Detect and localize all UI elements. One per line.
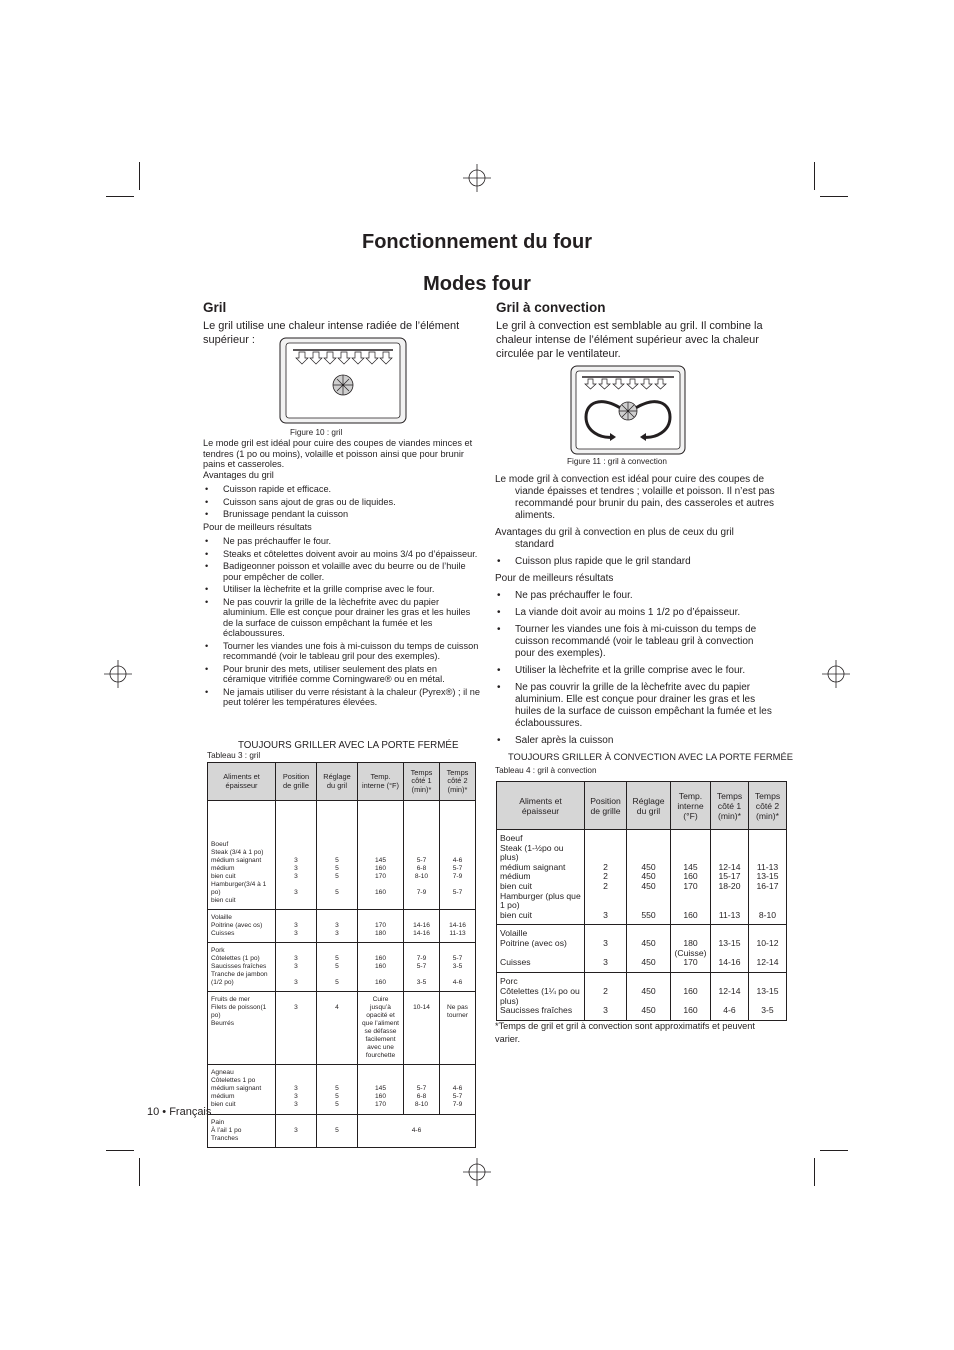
list-item: • Utiliser la lèchefrite et la grille comprise avec le four.: [203, 584, 481, 595]
convection-tips-label: Pour de meilleurs résultats: [495, 573, 614, 584]
gril-figure-caption: Figure 10 : gril: [290, 428, 343, 437]
registration-mark-icon: [463, 1158, 491, 1186]
table-cell: Cuire jusqu’à opacité et que l’aliment se défasse facilement avec une fourchette: [358, 992, 404, 1065]
table-cell: 3 3 3: [276, 1065, 317, 1115]
convection-tips-list: [495, 590, 775, 747]
table-header-cell: Temps côté 2 (min)*: [440, 763, 476, 801]
registration-mark-icon: [822, 660, 850, 688]
list-item: • Cuisson plus rapide que le gril standard: [495, 556, 775, 568]
list-item: • La viande doit avoir au moins 1 1/2 po d’épaisseur.: [495, 607, 775, 619]
gril-advantages-label: Avantages du gril: [203, 469, 274, 480]
list-item: • Brunissage pendant la cuisson: [203, 509, 481, 520]
table-cell: Porc Côtelettes (1¼ po ou plus) Saucisses fraîches: [497, 973, 585, 1020]
table-cell: 3: [276, 1115, 317, 1148]
gril-table: [207, 762, 476, 1148]
table-cell: 3 3: [317, 910, 358, 943]
gril-table-caption: Tableau 3 : gril: [207, 751, 261, 760]
list-item: • Utiliser la lèchefrite et la grille comprise avec le four.: [495, 665, 775, 677]
table-cell: Pork Côtelettes (1 po) Saucisses fraîches Tranche de jambon (1/2 po): [208, 943, 276, 992]
convection-footnote: *Temps de gril et gril à convection sont approximatifs et peuvent varier.: [495, 1021, 755, 1044]
table-cell: 12-14 15-17 18-20 11-13: [711, 830, 749, 925]
gril-tips-list: [203, 536, 481, 708]
table-cell: 5-7 6-8 8-10 7-9: [404, 801, 440, 910]
convection-body: [495, 474, 775, 752]
table-cell: 14-16 11-13: [440, 910, 476, 943]
crop-mark: [814, 1158, 815, 1186]
table-row: [208, 992, 476, 1065]
table-cell: 450 450: [627, 925, 671, 973]
table-header-cell: Temps côté 2 (min)*: [749, 782, 787, 830]
crop-mark: [106, 196, 134, 197]
list-item: • Cuisson rapide et efficace.: [203, 484, 481, 495]
table-row: [208, 910, 476, 943]
convection-table: [496, 781, 787, 1021]
table-cell: 5 5 5: [317, 1065, 358, 1115]
registration-mark-icon: [463, 164, 491, 192]
crop-mark: [139, 1158, 140, 1186]
convection-advantages-list: [495, 556, 775, 568]
table-header-cell: Réglage du gril: [627, 782, 671, 830]
table-header-cell: Temps côté 1 (min)*: [404, 763, 440, 801]
table-cell: 5 5 5: [317, 943, 358, 992]
gril-description: Le mode gril est idéal pour cuire des coupes de viandes minces et tendres (1 po ou moins), volaille et poisson ainsi que pour brunir pains et casseroles.: [203, 438, 473, 469]
table-cell: 3 3: [276, 910, 317, 943]
table-cell: Fruits de mer Filets de poisson(1 po) Beurrés: [208, 992, 276, 1065]
table-cell: Boeuf Steak (1-½po ou plus) médium saignant médium bien cuit Hamburger (plus que 1 po) bien cuit: [497, 830, 585, 925]
list-item: • Cuisson sans ajout de gras ou de liquides.: [203, 497, 481, 508]
page-footer: 10 • Français: [147, 1106, 212, 1118]
table-header-cell: Temp. interne (°F): [671, 782, 711, 830]
list-item: • Saler après la cuisson: [495, 735, 775, 747]
table-cell: 10-14: [404, 992, 440, 1065]
convection-advantages-label: Avantages du gril à convection en plus de ceux du gril standard: [495, 527, 734, 550]
table-row: [497, 830, 787, 925]
list-item: • Pour brunir des mets, utiliser seulement des plats en céramique vitrifiée comme Corningware® ou en métal.: [203, 664, 481, 685]
table-cell: 450 450: [627, 973, 671, 1020]
gril-tips-label: Pour de meilleurs résultats: [203, 521, 312, 532]
crop-mark: [106, 1150, 134, 1151]
gril-table-note: TOUJOURS GRILLER AVEC LA PORTE FERMÉE: [238, 740, 459, 751]
table-cell: 5-7 3-5 4-6: [440, 943, 476, 992]
table-cell: Volaille Poitrine (avec os) Cuisses: [497, 925, 585, 973]
table-cell: Boeuf Steak (3/4 à 1 po) médium saignant médium bien cuit Hamburger(3/4 à 1 po) bien cuit: [208, 801, 276, 910]
table-cell: 4-6 5-7 7-9: [440, 1065, 476, 1115]
table-header-cell: Aliments et épaisseur: [208, 763, 276, 801]
table-header-cell: Temp. interne (°F): [358, 763, 404, 801]
table-header-row: [208, 763, 476, 801]
crop-mark: [139, 162, 140, 190]
table-cell: Agneau Côtelettes 1 po médium saignant médium bien cuit: [208, 1065, 276, 1115]
table-cell: 145 160 170 160: [671, 830, 711, 925]
convection-figure-caption: Figure 11 : gril à convection: [567, 457, 667, 466]
table-cell: 3: [276, 992, 317, 1065]
table-cell: 13-15 14-16: [711, 925, 749, 973]
gril-body: [203, 438, 481, 710]
table-cell: 11-13 13-15 16-17 8-10: [749, 830, 787, 925]
gril-intro: Le gril utilise une chaleur intense radiée de l’élément supérieur :: [203, 320, 460, 346]
list-item: • Badigeonner poisson et volaille avec du beurre ou de l’huile pour empêcher de coller.: [203, 561, 481, 582]
table-cell: 2 2 2 3: [585, 830, 627, 925]
table-cell: 3 3: [585, 925, 627, 973]
table-header-cell: Position de grille: [585, 782, 627, 830]
convection-column: [496, 300, 780, 361]
list-item: • Ne pas couvrir la grille de la lèchefrite avec du papier aluminium. Elle est conçue pour drainer les gras et les huiles de la surface de cuisson empêchant la fumée et les éclaboussures.: [203, 597, 481, 639]
list-item: • Ne pas préchauffer le four.: [203, 536, 481, 547]
list-item: • Tourner les viandes une fois à mi-cuisson du temps de cuisson recommandé (voir le tableau gril à convection pour des exemples).: [495, 624, 775, 660]
table-cell: 450 450 450 550: [627, 830, 671, 925]
registration-mark-icon: [104, 660, 132, 688]
table-cell: 180 (Cuisse) 170: [671, 925, 711, 973]
table-cell: 145 160 170: [358, 1065, 404, 1115]
table-cell: 14-16 14-16: [404, 910, 440, 943]
table-cell: 145 160 170 160: [358, 801, 404, 910]
table-row: [208, 1065, 476, 1115]
convection-broil-figure: [570, 365, 686, 455]
crop-mark: [820, 196, 848, 197]
list-item: • Steaks et côtelettes doivent avoir au moins 3/4 po d’épaisseur.: [203, 549, 481, 560]
table-cell: 160 160: [671, 973, 711, 1020]
table-cell: 13-15 3-5: [749, 973, 787, 1020]
table-cell: 4: [317, 992, 358, 1065]
table-cell: 3 3 3 3: [276, 801, 317, 910]
table-cell: 3 3 3: [276, 943, 317, 992]
table-header-cell: Réglage du gril: [317, 763, 358, 801]
oven-broil-figure: [279, 337, 407, 424]
table-header-row: [497, 782, 787, 830]
table-cell: 160 160 160: [358, 943, 404, 992]
list-item: • Tourner les viandes une fois à mi-cuisson du temps de cuisson recommandé (voir le tableau gril pour des exemples).: [203, 641, 481, 662]
table-cell: Ne pas tourner: [440, 992, 476, 1065]
table-header-cell: Position de grille: [276, 763, 317, 801]
table-header-cell: Aliments et épaisseur: [497, 782, 585, 830]
table-cell: 10-12 12-14: [749, 925, 787, 973]
table-row: [497, 973, 787, 1020]
table-cell: 5 5 5 5: [317, 801, 358, 910]
subsection-title: Modes four: [423, 273, 531, 295]
list-item: • Ne jamais utiliser du verre résistant à la chaleur (Pyrex®) ; il ne peut tolérer les températures élevées.: [203, 687, 481, 708]
table-cell: 170 180: [358, 910, 404, 943]
table-row: [208, 801, 476, 910]
convection-table-note: TOUJOURS GRILLER À CONVECTION AVEC LA PORTE FERMÉE: [508, 751, 793, 762]
table-cell: 12-14 4-6: [711, 973, 749, 1020]
convection-table-caption: Tableau 4 : gril à convection: [495, 766, 597, 775]
convection-description: Le mode gril à convection est idéal pour cuire des coupes de viande épaisses et tendres ; volaille et poisson. Il n’est pas recommandé pour brunir du pain, des casseroles et autres aliments.: [495, 474, 775, 521]
table-row: [208, 943, 476, 992]
table-row: [208, 1115, 476, 1148]
table-row: [497, 925, 787, 973]
table-header-cell: Temps côté 1 (min)*: [711, 782, 749, 830]
table-cell: 5: [317, 1115, 358, 1148]
table-cell: Pain À l’ail 1 po Tranches: [208, 1115, 276, 1148]
section-title: Fonctionnement du four: [362, 231, 592, 253]
list-item: • Ne pas préchauffer le four.: [495, 590, 775, 602]
list-item: • Ne pas couvrir la grille de la lèchefrite avec du papier aluminium. Elle est conçue pour drainer les gras et les huiles de la surface de cuisson empêchant la fumée et les éclaboussures.: [495, 682, 775, 730]
table-cell: 7-9 5-7 3-5: [404, 943, 440, 992]
gril-advantages-list: [203, 484, 481, 520]
gril-heading: Gril: [203, 300, 227, 315]
table-cell: 5-7 6-8 8-10: [404, 1065, 440, 1115]
table-cell: 4-6 5-7 7-9 5-7: [440, 801, 476, 910]
crop-mark: [814, 162, 815, 190]
convection-intro: Le gril à convection est semblable au gril. Il combine la chaleur intense de l’élément supérieur avec la chaleur circulée par le ventilateur.: [496, 320, 763, 360]
crop-mark: [820, 1150, 848, 1151]
table-cell: 2 3: [585, 973, 627, 1020]
convection-heading: Gril à convection: [496, 300, 606, 315]
table-cell: 4-6: [358, 1115, 476, 1148]
table-cell: Volaille Poitrine (avec os) Cuisses: [208, 910, 276, 943]
